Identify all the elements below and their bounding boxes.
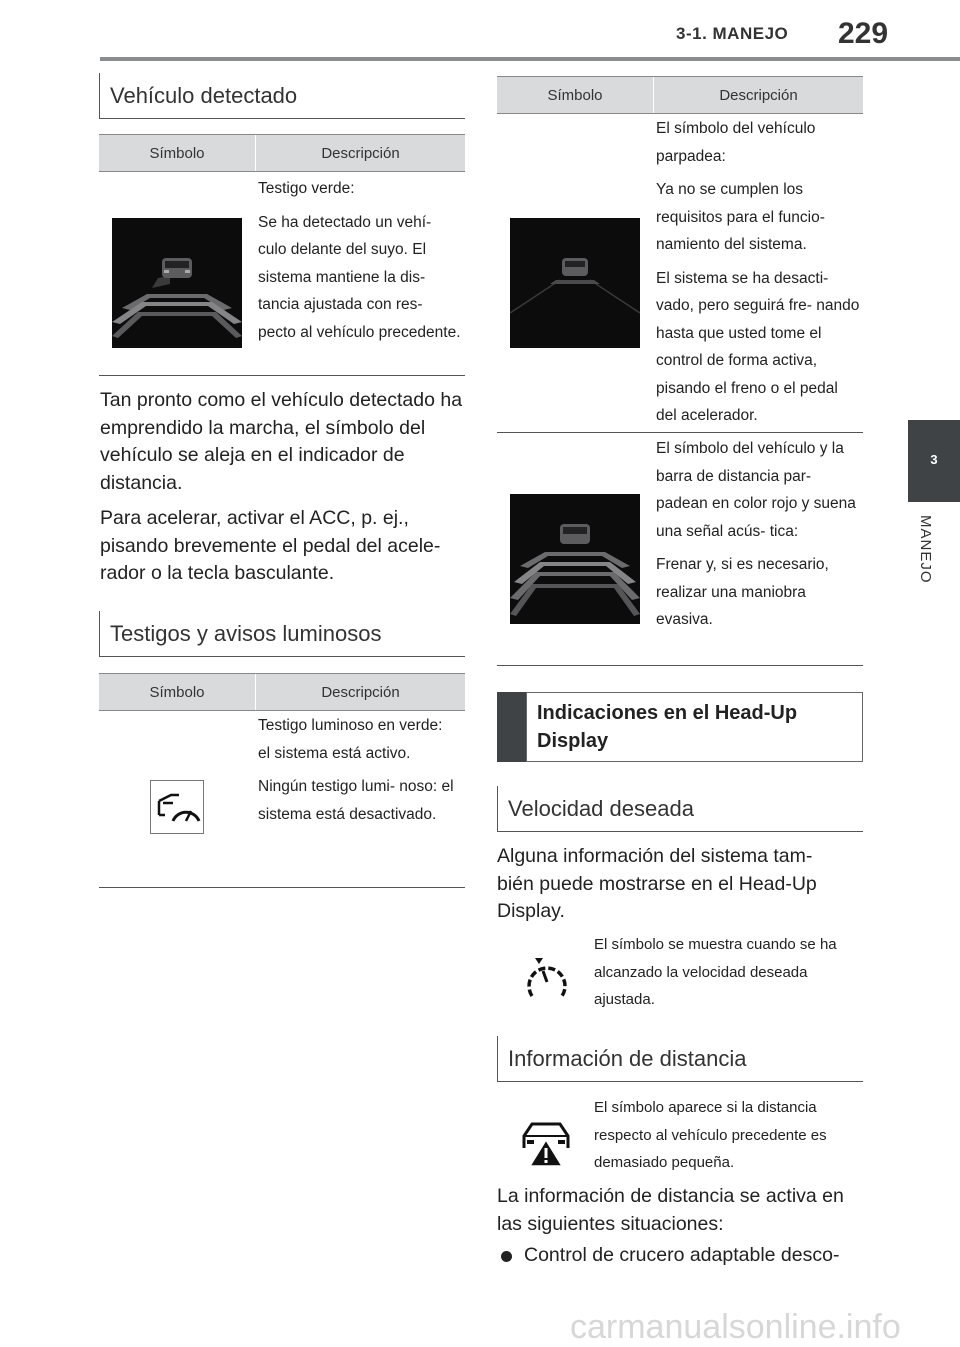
table3-col-desc: Descripción: [719, 86, 798, 104]
left-paragraph-2: Para acelerar, activar el ACC, p. ej., pisando brevemente el pedal del acele- rador o la tecla basculante.: [100, 507, 441, 584]
table1-col-symbol: Símbolo: [99, 135, 256, 171]
heading-velocidad-deseada: [497, 786, 863, 832]
acc-indicator-icon: [150, 780, 204, 834]
table3-row1-desc: [656, 115, 862, 436]
vehicle-blinking-screen-icon: [510, 218, 640, 348]
distance-warning-icon: [518, 1112, 574, 1168]
table1-row1-desc: [258, 175, 463, 352]
distancia-bullet-text: Control de crucero adaptable desco-: [524, 1244, 840, 1266]
chapter-tab-label: MANEJO: [917, 515, 934, 584]
chapter-tab-number: 3: [930, 452, 938, 467]
heading-velocidad-deseada-text: Velocidad deseada: [508, 795, 694, 821]
velocidad-icon-text: El símbolo se muestra cuando se ha alcanzado la velocidad deseada ajustada.: [594, 936, 837, 1008]
distancia-paragraph: La información de distancia se activa en las siguientes situaciones:: [497, 1185, 844, 1235]
table2-bottom-rule: [99, 887, 465, 888]
hud-heading-text: Indicaciones en el Head-Up Display: [537, 702, 798, 752]
table3-bottom-rule: [497, 665, 863, 666]
page-number: 229: [838, 17, 889, 50]
heading-testigos-text: Testigos y avisos luminosos: [110, 620, 382, 646]
table3-row1-line2: Ya no se cumplen los requisitos para el funcio- namiento del sistema.: [656, 181, 825, 253]
table1-row1-line1: Testigo verde:: [258, 180, 355, 197]
table1-row1-line2: Se ha detectado un vehí- culo delante del suyo. El sistema mantiene la dis- tancia ajustada con res- pecto al vehículo precedente.: [258, 213, 461, 341]
heading-vehiculo-detectado-text: Vehículo detectado: [110, 82, 298, 108]
table2-row1-desc: [258, 712, 458, 834]
table3-header: [497, 76, 863, 114]
chapter-tab: [908, 420, 960, 502]
heading-informacion-distancia-text: Información de distancia: [508, 1045, 747, 1071]
header-section-title: 3-1. MANEJO: [676, 24, 789, 43]
table2-row1-line1: Testigo luminoso en verde: el sistema está activo.: [258, 717, 443, 762]
heading-vehiculo-detectado: [99, 73, 465, 119]
table2-col-desc: Descripción: [321, 683, 400, 701]
distancia-icon-text: El símbolo aparece si la distancia respecto al vehículo precedente es demasiado pequeña.: [594, 1099, 827, 1171]
vehicle-detected-screen-icon: [112, 218, 242, 348]
table3-col-symbol: Símbolo: [497, 77, 654, 113]
watermark: carmanualsonline.info: [570, 1308, 901, 1346]
table2-row1-line2: Ningún testigo lumi- noso: el sistema está desactivado.: [258, 778, 454, 823]
table1-bottom-rule: [99, 375, 465, 376]
velocidad-paragraph: Alguna información del sistema tam- bién puede mostrarse en el Head-Up Display.: [497, 845, 817, 922]
heading-informacion-distancia: [497, 1036, 863, 1082]
header-rule: [100, 57, 960, 61]
table3-row-divider: [497, 432, 863, 433]
bullet-dot-icon: [501, 1251, 512, 1262]
left-paragraph-1: Tan pronto como el vehículo detectado ha emprendido la marcha, el símbolo del vehículo se aleja en el indicador de distancia.: [100, 389, 463, 494]
distancia-bullet: [500, 1242, 870, 1270]
hud-heading: [526, 692, 863, 762]
table1-header: [99, 134, 465, 172]
table3-row1-line3: El sistema se ha desacti- vado, pero seguirá fre- nando hasta que usted tome el control de forma activa, pisando el freno o el pedal del acelerador.: [656, 269, 860, 424]
table3-row2-line1: El símbolo del vehículo y la barra de distancia par- padean en color rojo y suena una señal acús- tica:: [656, 440, 856, 540]
hud-heading-marker: [497, 692, 526, 762]
table3-row2-desc: [656, 435, 862, 640]
left-body-text: [100, 387, 470, 596]
table3-row2-line2: Frenar y, si es necesario, realizar una maniobra evasiva.: [656, 556, 829, 628]
table1-col-desc: Descripción: [321, 144, 400, 162]
heading-testigos: [99, 611, 465, 657]
table2-header: [99, 673, 465, 711]
table3-row1-line1: El símbolo del vehículo parpadea:: [656, 120, 816, 165]
speedometer-icon: [522, 950, 572, 1002]
vehicle-warning-screen-icon: [510, 494, 640, 624]
table2-col-symbol: Símbolo: [99, 674, 256, 710]
